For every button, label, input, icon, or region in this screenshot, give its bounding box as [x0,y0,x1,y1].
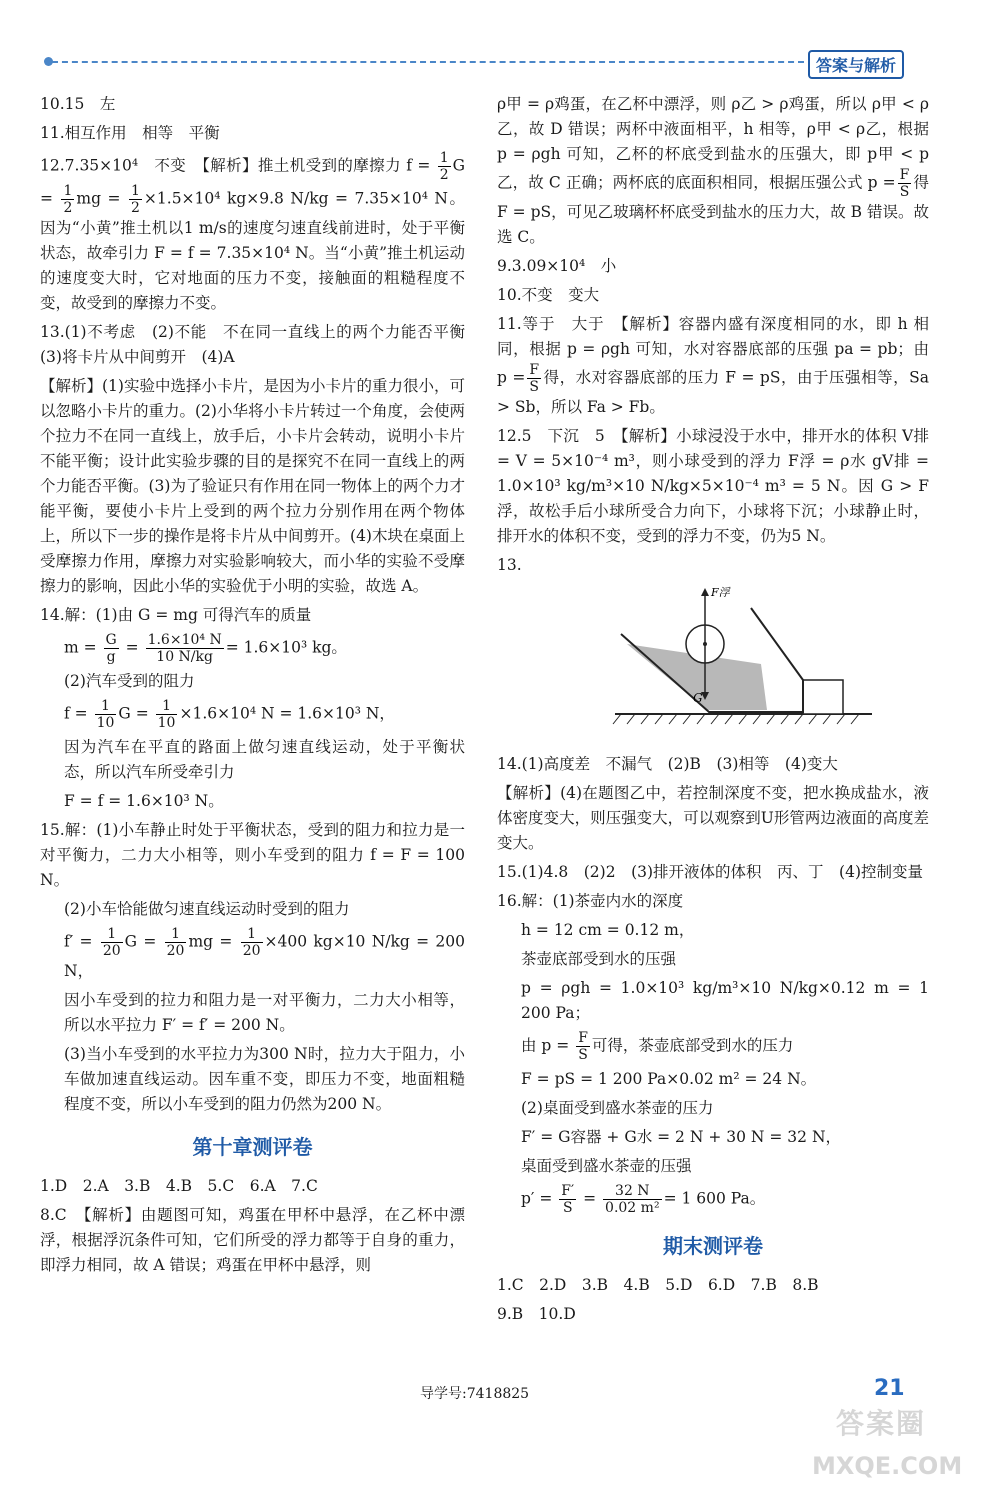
fraction: $\frac{1}{20}$ [242,926,261,959]
guide-number: 导学号:7418825 [420,1386,530,1402]
answer-14: 14.解：(1)由 G = mg 可得汽车的质量 [40,606,312,624]
watermark-url: MXQE.COM [812,1452,963,1480]
formula-resistance: f′ = $\frac{1}{20}$ G = $\frac{1}{20}$ mg = $\frac{1}{20}$ ×400 kg×10 N/kg = 200 N， [64,926,465,980]
fraction: $\frac{32 N}{\text{0.02 m²}}$ [605,1183,660,1216]
fraction: $\frac{G}{g}$ [105,632,117,665]
answer-13: 13.(1)不考虑 (2)不能 不在同一直线上的两个力能否平衡 (3)将卡片从中间剪开 (4)A [40,323,481,366]
answer-12: 12.7.35×10⁴ 不变 【解析】推土机受到的摩擦力 f = $\frac{1}{2}$ G = $\frac{1}{2}$ mg = $\frac{1}{2}$ ×1.5×10⁴ kg×9.8 N/kg = 7.35×10⁴ N。因为“小黄”推土机以1 m/s的速度匀速直线前进时，处于平衡状态，故牵引力 F = f = 7.35×10⁴ N。当“小黄”推土机运动的速度变大时，它对地面的压力不变，接触面的粗糙程度不变，故受到的摩擦力不变。 [40,150,466,312]
page-number: 21 [874,1376,905,1401]
answer-15-part2: (2)小车恰能做匀速直线运动时受到的阻力 [64,900,350,918]
answer-15-text: 因小车受到的拉力和阻力是一对平衡力，二力大小相等，所以水平拉力 F′ = f′ = 200 N。 [64,991,465,1034]
final-mc-2: 9.B 10.D [497,1305,576,1323]
fraction: $\frac{1}{2}$ [63,183,73,216]
answer-14: 14.(1)高度差 不漏气 (2)B (3)相等 (4)变大 [497,755,838,773]
answer-15: 15.解：(1)小车静止时处于平衡状态，受到的阻力和拉力是一对平衡力，二力大小相等，则小车受到的阻力 f = F = 100 N。 [40,821,465,889]
right-column [497,92,929,1331]
answer-15-part3: (3)当小车受到的水平拉力为300 N时，拉力大于阻力，小车做加速直线运动。因车重不变，即压力不变，地面粗糙程度不变，所以小车受到的阻力仍然为200 N。 [64,1045,465,1113]
section-title-chapter10: 第十章测评卷 [192,1135,313,1159]
answer-13: 13. [497,556,522,574]
answer-9: 9.3.09×10⁴ 小 [497,257,617,275]
answer-16-depth: h = 12 cm = 0.12 m， [521,921,695,939]
answer-13-analysis: 【解析】(1)实验中选择小卡片，是因为小卡片的重力很小，可以忽略小卡片的重力。(2)小华将小卡片转过一个角度，会使两个拉力不在同一直线上，放手后，小卡片会转动，说明小卡片不能平衡；设计此实验步骤的目的是探究不在同一直线上的两个力能否平衡。(3)为了验证只有作用在同一物体上的两个力才能平衡，要使小卡片上受到的两个拉力分别作用在两个物体上，所以下一步的操作是将卡片从中间剪开。(4)木块在桌面上受摩擦力作用，摩擦力对实验影响较大，而小华的实验不受摩擦力的影响，因此小华的实验优于小明的实验，故选 A。 [40,377,465,595]
answer-16-text2: 桌面受到盛水茶壶的压强 [521,1157,692,1175]
fraction: $\frac{1}{20}$ [166,926,185,959]
final-mc-1: 1.C 2.D 3.B 4.B 5.D 6.D 7.B 8.B [497,1276,819,1294]
answer-16-part2: (2)桌面受到盛水茶壶的压力 [521,1099,714,1117]
left-column [40,92,481,1282]
fraction: $\frac{1}{10}$ [157,698,176,731]
buoyancy-diagram [497,582,929,738]
fraction: $\frac{1}{20}$ [102,926,121,959]
mc-answers: 1.D 2.A 3.B 4.B 5.C 6.A 7.C [40,1177,318,1195]
answer-8: 8.C 【解析】由题图可知，鸡蛋在甲杯中悬浮，在乙杯中漂浮，根据浮沉条件可知，它们所受的浮力都等于自身的重力，即浮力相同，故 A 错误；鸡蛋在甲杯中悬浮，则 [40,1206,465,1274]
answer-8-cont: ρ甲 = ρ鸡蛋，在乙杯中漂浮，则 ρ乙 > ρ鸡蛋，所以 ρ甲 < ρ乙，故 D 错误；两杯中液面相平，h 相等，ρ甲 < ρ乙，根据 p = ρgh 可知，乙杯的杯底受到盐水的压强大，即 p甲 < p乙，故 C 正确；两杯底的底面积相同，根据压强公式 p = $\frac{F}{S}$ 得 F = pS，可见乙玻璃杯杯底受到盐水的压力大，故 B 错误。故选 C。 [497,95,929,246]
answer-16-force: F = pS = 1 200 Pa×0.02 m² = 24 N。 [521,1070,817,1088]
formula-friction: f = $\frac{1}{10}$ G = $\frac{1}{10}$ ×1.6×10⁴ N = 1.6×10³ N， [64,698,395,731]
header-tag: 答案与解析 [808,50,904,79]
answer-11: 11.相互作用 相等 平衡 [40,124,220,142]
answer-16-text: 茶壶底部受到水的压强 [521,950,677,968]
answer-16-formula: 由 p = $\frac{F}{S}$ 可得，茶壶底部受到水的压力 [521,1030,794,1063]
answer-16-final: p′ = $\frac{F'}{S}$ = $\frac{32 N}{\text{0.02 m²}}$ = 1 600 Pa。 [521,1183,766,1216]
formula-mass: m = $\frac{G}{g}$ = $\frac{\text{1.6×10⁴ N}}{10 N/kg}$ = 1.6×10³ kg。 [64,632,347,665]
fraction: $\frac{1}{10}$ [96,698,115,731]
answer-14-text: 因为汽车在平直的路面上做匀速直线运动，处于平衡状态，所以汽车所受牵引力 [64,738,465,781]
answer-10: 10.不变 变大 [497,286,600,304]
fraction: $\frac{F}{S}$ [899,167,910,200]
fraction: $\frac{F}{S}$ [578,1030,588,1063]
answer-14-analysis: 【解析】(4)在题图乙中，若控制深度不变，把水换成盐水，液体密度变大，则压强变大，可以观察到U形管两边液面的高度差变大。 [497,784,929,852]
watermark-logo: 答案圈 [836,1407,927,1440]
label-buoyancy-force: F浮 [711,586,730,599]
fraction: $\frac{1}{2}$ [131,183,140,216]
answer-14-part2: (2)汽车受到的阻力 [64,672,195,690]
answer-15: 15.(1)4.8 (2)2 (3)排开液体的体积 丙、丁 (4)控制变量 [497,863,923,881]
answer-14-result: F = f = 1.6×10³ N。 [64,792,224,810]
answer-11: 11.等于 大于 【解析】容器内盛有深度相同的水，即 h 相同，根据 p = ρgh 可知，水对容器底部的压强 pa = pb；由 p = $\frac{F}{S}$ 得，水对容器底部的压力 F = pS，由于压强相等，Sa > Sb，所以 Fa > Fb。 [497,315,929,416]
label-gravity: G [693,691,703,705]
header-rule [52,61,804,63]
answer-16-pressure: p = ρgh = 1.0×10³ kg/m³×10 N/kg×0.12 m = 1 200 Pa； [521,979,929,1022]
section-title-final: 期末测评卷 [663,1234,763,1258]
fraction: $\frac{F'}{S}$ [561,1183,575,1216]
answer-16: 16.解：(1)茶壶内水的深度 [497,892,684,910]
fraction: $\frac{F}{S}$ [529,362,540,395]
answer-16-weight: F′ = G容器 + G水 = 2 N + 30 N = 32 N， [521,1128,842,1146]
diagram-svg [597,582,897,730]
answer-12: 12.5 下沉 5 【解析】小球浸没于水中，排开水的体积 V排 = V = 5×10⁻⁴ m³，则小球受到的浮力 F浮 = ρ水 gV排 = 1.0×10³ kg/m³×10 N/kg×5×10⁻⁴ m³ = 5 N。因 G > F浮，故松手后小球所受合力向下，小球将下沉；小球静止时，排开水的体积不变，受到的浮力不变，仍为5 N。 [497,427,929,545]
fraction: $\frac{1}{2}$ [439,150,449,183]
fraction: $\frac{\text{1.6×10⁴ N}}{10 N/kg}$ [147,632,222,665]
answer-10: 10.15 左 [40,95,116,113]
